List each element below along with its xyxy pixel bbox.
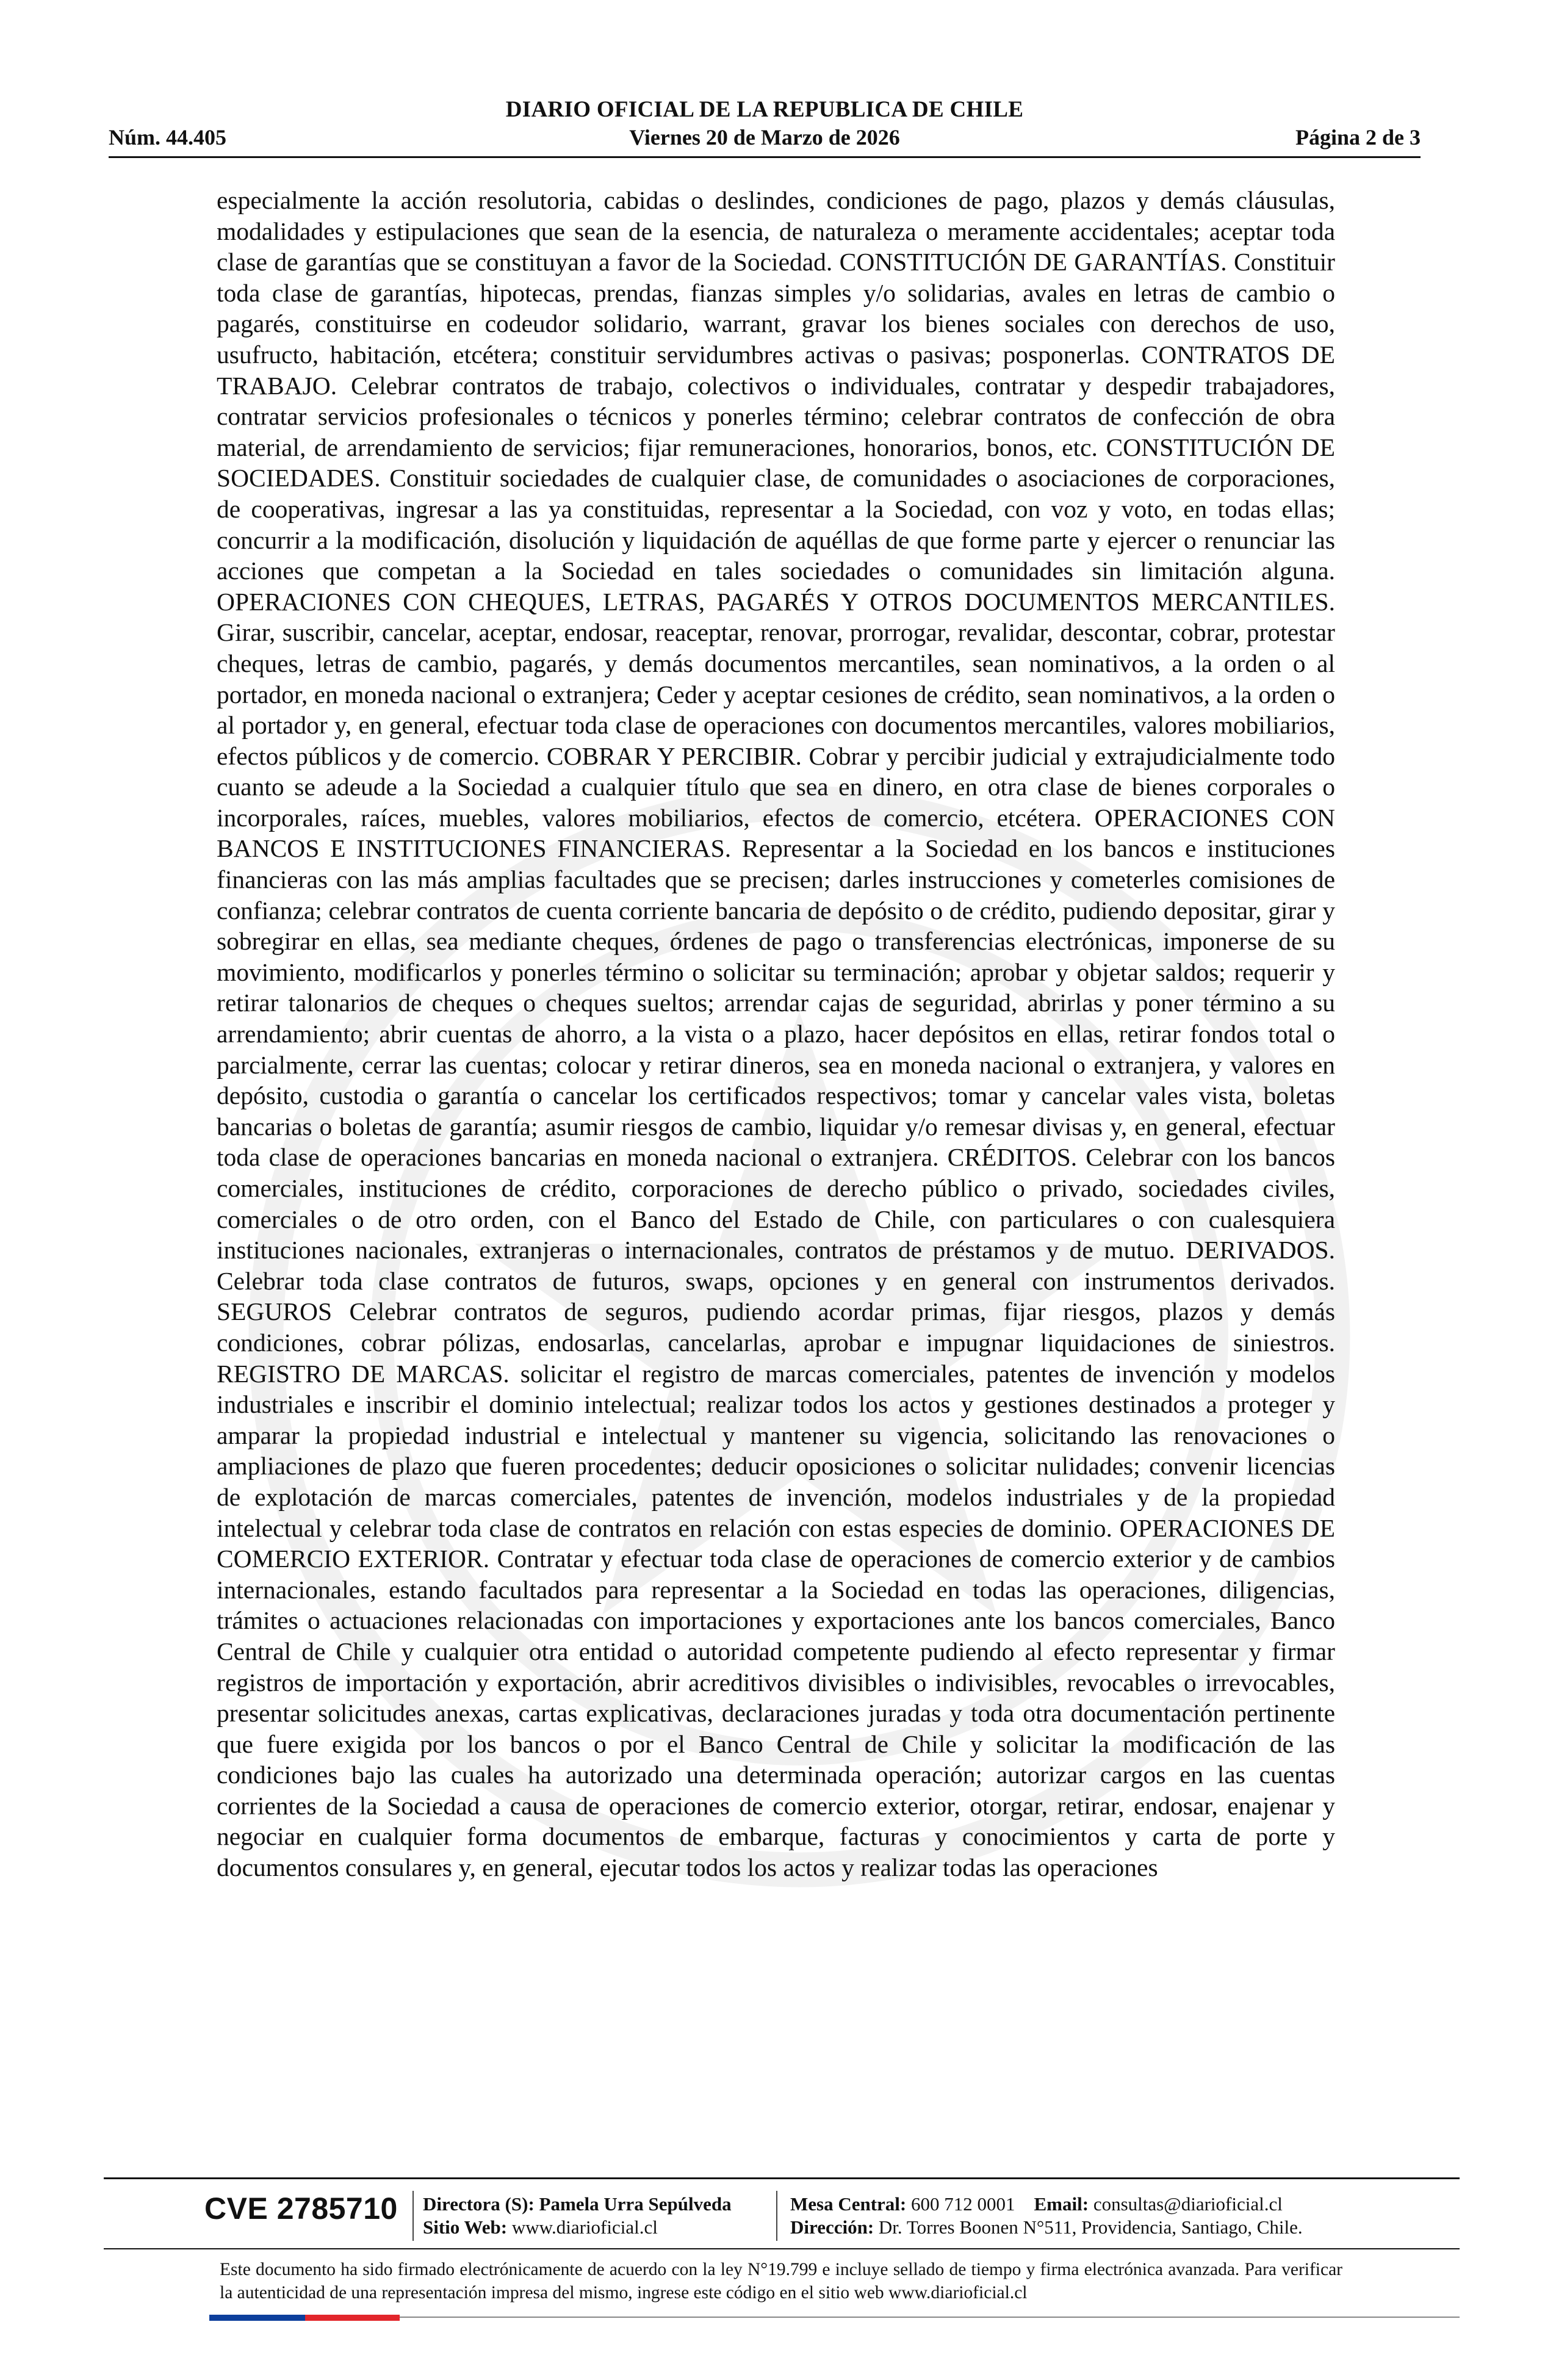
header-divider: [109, 156, 1421, 158]
director-name: Pamela Urra Sepúlveda: [539, 2193, 732, 2215]
cve-code: CVE 2785710: [204, 2191, 398, 2226]
phone-email-line: [790, 2193, 1303, 2216]
website-line: [423, 2216, 732, 2239]
issue-number: Núm. 44.405: [109, 125, 227, 150]
director-label: Directora (S):: [423, 2193, 535, 2215]
website-label: Sitio Web:: [423, 2216, 508, 2238]
gob-bar-line: [400, 2317, 1460, 2318]
phone-label: Mesa Central:: [790, 2193, 907, 2215]
footer-contact-col1: [423, 2193, 732, 2239]
footer-separator: [412, 2191, 414, 2241]
address-line: [790, 2216, 1303, 2239]
digital-signature-notice: Este documento ha sido firmado electrónicamente de acuerdo con la ley N°19.799 e incluye sellado de tiempo y firma electrónica avanzada. Para verificar la autenticidad de una representación impresa del mismo, ingrese este código en el sitio web www.diarioficial.cl: [220, 2260, 1342, 2302]
address-text: Dr. Torres Boonen N°511, Providencia, Santiago, Chile.: [878, 2216, 1303, 2238]
page-indicator: Página 2 de 3: [1295, 125, 1421, 150]
email-link[interactable]: consultas@diarioficial.cl: [1093, 2193, 1283, 2215]
document-body: especialmente la acción resolutoria, cabidas o deslindes, condiciones de pago, plazos y demás cláusulas, modalidades y estipulaciones que sean de la esencia, de naturaleza o meramente accidentales; aceptar toda clase de garantías que se constituyan a favor de la Sociedad. CONSTITUCIÓN DE GARANTÍAS. Constituir toda clase de garantías, hipotecas, prendas, fianzas simples y/o solidarias, avales en letras de cambio o pagarés, constituirse en codeudor solidario, warrant, gravar los bienes sociales con derechos de uso, usufructo, habitación, etcétera; constituir servidumbres activas o pasivas; posponerlas. CONTRATOS DE TRABAJO. Celebrar contratos de trabajo, colectivos o individuales, contratar y despedir trabajadores, contratar servicios profesionales o técnicos y ponerles término; celebrar contratos de confección de obra material, de arrendamiento de servicios; fijar remuneraciones, honorarios, bonos, etc. CONSTITUCIÓN DE SOCIEDADES. Constituir sociedades de cualquier clase, de comunidades o asociaciones de corporaciones, de cooperativas, ingresar a las ya constituidas, representar a la Sociedad, con voz y voto, en todas ellas; concurrir a la modificación, disolución y liquidación de aquéllas de que forme parte y ejercer o renunciar las acciones que competan a la Sociedad en tales sociedades o comunidades sin limitación alguna. OPERACIONES CON CHEQUES, LETRAS, PAGARÉS Y OTROS DOCUMENTOS MERCANTILES. Girar, suscribir, cancelar, aceptar, endosar, reaceptar, renovar, prorrogar, revalidar, descontar, cobrar, protestar cheques, letras de cambio, pagarés, y demás documentos mercantiles, sean nominativos, a la orden o al portador, en moneda nacional o extranjera; Ceder y aceptar cesiones de crédito, sean nominativos, a la orden o al portador y, en general, efectuar toda clase de operaciones con documentos mercantiles, valores mobiliarios, efectos públicos y de comercio. COBRAR Y PERCIBIR. Cobrar y percibir judicial y extrajudicialmente todo cuanto se adeude a la Sociedad a cualquier título que sea en dinero, en otra clase de bienes corporales o incorporales, raíces, muebles, valores mobiliarios, efectos de comercio, etcétera. OPERACIONES CON BANCOS E INSTITUCIONES FINANCIERAS. Representar a la Sociedad en los bancos e instituciones financieras con las más amplias facultades que se precisen; darles instrucciones y cometerles comisiones de confianza; celebrar contratos de cuenta corriente bancaria de depósito o de crédito, pudiendo depositar, girar y sobregirar en ellas, sea mediante cheques, órdenes de pago o transferencias electrónicas, imponerse de su movimiento, modificarlos y ponerles término o solicitar su terminación; aprobar y objetar saldos; requerir y retirar talonarios de cheques o cheques sueltos; arrendar cajas de seguridad, abrirlas y poner término a su arrendamiento; abrir cuentas de ahorro, a la vista o a plazo, hacer depósitos en ellas, retirar fondos total o parcialmente, cerrar las cuentas; colocar y retirar dineros, sea en moneda nacional o extranjera, y valores en depósito, custodia o garantía o cancelar los certificados respectivos; tomar y cancelar vales vista, boletas bancarias o boletas de garantía; asumir riesgos de cambio, liquidar y/o remesar divisas y, en general, efectuar toda clase de operaciones bancarias en moneda nacional o extranjera. CRÉDITOS. Celebrar con los bancos comerciales, instituciones de crédito, corporaciones de derecho público o privado, sociedades civiles, comerciales o de otro orden, con el Banco del Estado de Chile, con particulares o con cualesquiera instituciones nacionales, extranjeras o internacionales, contratos de préstamos y de mutuo. DERIVADOS. Celebrar toda clase contratos de futuros, swaps, opciones y en general con instrumentos derivados. SEGUROS Celebrar contratos de seguros, pudiendo acordar primas, fijar riesgos, plazos y demás condiciones, cobrar pólizas, endosarlas, cancelarlas, aprobar e impugnar liquidaciones de siniestros. REGISTRO DE MARCAS. solicitar el registro de marcas comerciales, patentes de invención y modelos industriales e inscribir el dominio intelectual; realizar todos los actos y gestiones destinados a proteger y amparar la propiedad industrial e intelectual y mantener su vigencia, solicitando las renovaciones o ampliaciones de plazo que fueren procedentes; deducir oposiciones o solicitar nulidades; convenir licencias de explotación de marcas comerciales, patentes de invención, modelos industriales y de la propiedad intelectual y celebrar toda clase de contratos en relación con estas especies de dominio. OPERACIONES DE COMERCIO EXTERIOR. Contratar y efectuar toda clase de operaciones de comercio exterior y de cambios internacionales, estando facultados para representar a la Sociedad en todas las operaciones, diligencias, trámites o actuaciones relacionadas con importaciones y exportaciones ante los bancos comerciales, Banco Central de Chile y cualquier otra entidad o autoridad competente pudiendo al efecto representar y firmar registros de importación y exportación, abrir acreditivos divisibles o indivisibles, revocables o irrevocables, presentar solicitudes anexas, cartas explicativas, declaraciones juradas y toda otra documentación pertinente que fuere exigida por los bancos o por el Banco Central de Chile y solicitar la modificación de las condiciones bajo las cuales ha autorizado una determinada operación; autorizar cargos en las cuentas corrientes de la Sociedad a causa de operaciones de comercio exterior, otorgar, retirar, endosar, enajenar y negociar en cualquier forma documentos de embarque, facturas y conocimientos y carta de porte y documentos consulares y, en general, ejecutar todos los actos y realizar todas las operaciones: [217, 186, 1335, 1882]
footer-divider-top: [104, 2177, 1460, 2179]
footer-separator: [776, 2191, 777, 2241]
gob-bar-red: [305, 2315, 400, 2321]
address-label: Dirección:: [790, 2216, 874, 2238]
footer-divider-bottom: [104, 2248, 1460, 2249]
website-link[interactable]: www.diarioficial.cl: [511, 2216, 658, 2238]
page-header: [109, 96, 1421, 155]
director-line: [423, 2193, 732, 2216]
publication-date: Viernes 20 de Marzo de 2026: [629, 125, 900, 150]
gob-bar-blue: [209, 2315, 305, 2321]
email-label: Email:: [1034, 2193, 1089, 2215]
footer-contact-col2: [790, 2193, 1303, 2239]
publication-title: DIARIO OFICIAL DE LA REPUBLICA DE CHILE: [505, 97, 1024, 122]
phone-number: 600 712 0001: [911, 2193, 1015, 2215]
